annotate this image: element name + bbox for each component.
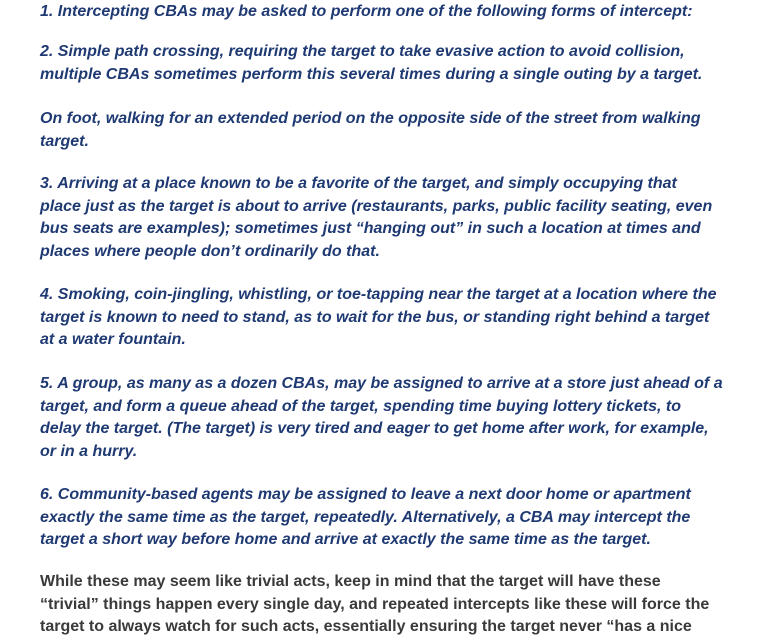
paragraph-path-crossing: 2. Simple path crossing, requiring the target to take evasive action to avoid collision, multiple CBAs sometimes perform this several times during a single outing by a target. — [40, 43, 703, 83]
paragraph-community-agents: 6. Community-based agents may be assigned to leave a next door home or apartment exactly the same time as the target, repeatedly. Alternatively, a CBA may intercept the target a short way before home and arrive at exactly the same time as the target. — [40, 486, 691, 548]
paragraph-arriving-place: 3. Arriving at a place known to be a favorite of the target, and simply occupying that place just as the target is about to arrive (restaurants, parks, public facility seating, even bus seats are examples); sometimes just “hanging out” in such a location at times and places where people don’t ordinarily do that. — [40, 175, 713, 260]
paragraph-smoking: 4. Smoking, coin-jingling, whistling, or toe-tapping near the target at a location where the target is known to need to stand, as to wait for the bus, or standing right behind a target at a water fountain. — [40, 286, 717, 348]
paragraph-intro: 1. Intercepting CBAs may be asked to perform one of the following forms of intercept: — [40, 3, 693, 20]
paragraph-trivial-acts: While these may seem like trivial acts, keep in mind that the target will have these “trivial” things happen every single day, and repeated intercepts like these will force the target to always watch for such acts, essentially ensuring the target never “has a nice — [40, 573, 710, 635]
paragraph-on-foot: On foot, walking for an extended period on the opposite side of the street from walking target. — [40, 110, 701, 150]
paragraph-group-queue: 5. A group, as many as a dozen CBAs, may be assigned to arrive at a store just ahead of a target, and form a queue ahead of the target, spending time buying lottery tickets, to delay the target. (The target) is very tired and eager to get home after work, for example, or in a hurry. — [40, 375, 723, 460]
